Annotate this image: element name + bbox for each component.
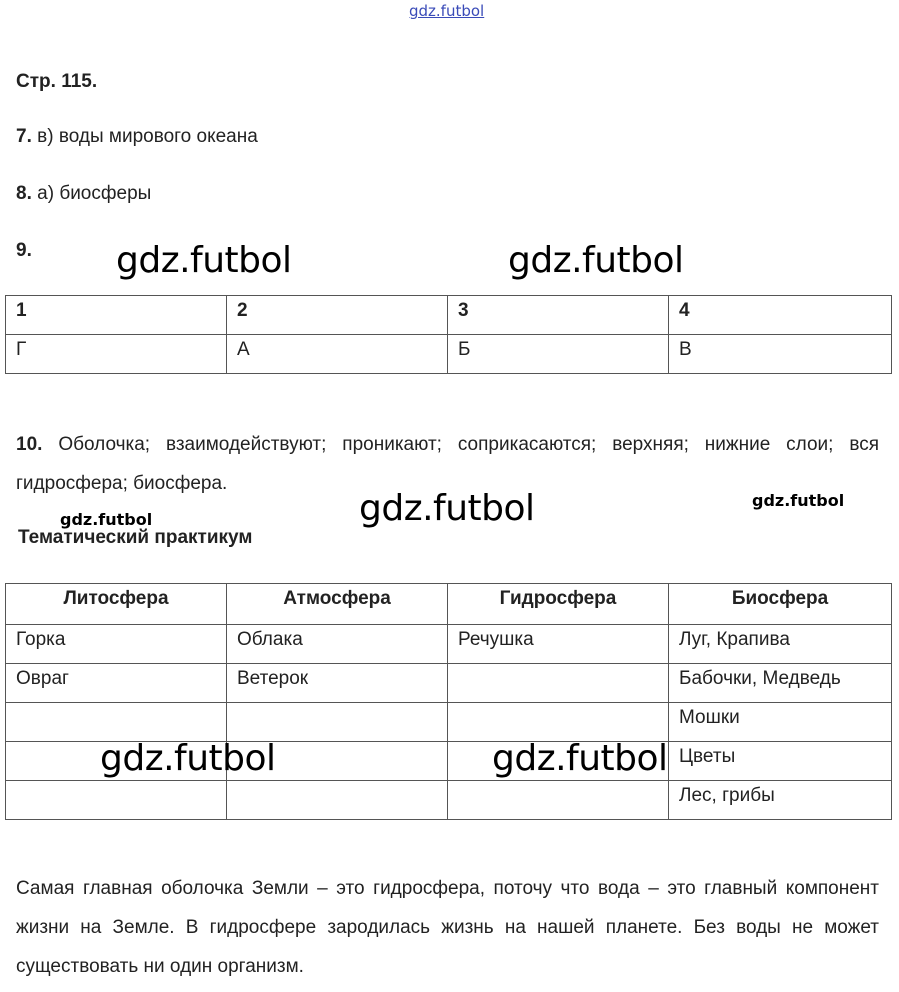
table-cell (448, 664, 669, 703)
watermark: gdz.futbol (508, 240, 684, 281)
answer-7 (16, 126, 258, 148)
answer-number: 7. (16, 126, 32, 147)
column-header: Литосфера (6, 584, 227, 625)
table-row (6, 703, 892, 742)
table-cell (6, 703, 227, 742)
table-cell: Г (6, 335, 227, 374)
table-cell: Цветы (669, 742, 892, 781)
answer-number: 10. (16, 434, 43, 455)
watermark: gdz.futbol (492, 738, 668, 779)
table-cell: Речушка (448, 625, 669, 664)
table-cell: Овраг (6, 664, 227, 703)
table-cell (448, 781, 669, 820)
watermark: gdz.futbol (116, 240, 292, 281)
table-header-row (6, 584, 892, 625)
answer-number: 8. (16, 183, 32, 204)
answer-text: в) воды мирового океана (37, 126, 258, 147)
watermark: gdz.futbol (60, 510, 153, 529)
table-cell: Ветерок (227, 664, 448, 703)
matching-table (5, 295, 892, 374)
table-cell: Горка (6, 625, 227, 664)
table-cell (448, 703, 669, 742)
watermark-link[interactable]: gdz.futbol (409, 2, 485, 20)
table-cell: Облака (227, 625, 448, 664)
column-header: Атмосфера (227, 584, 448, 625)
table-cell (227, 703, 448, 742)
table-row (6, 335, 892, 374)
section-heading: Тематический практикум (18, 527, 253, 548)
table-cell: 3 (448, 296, 669, 335)
table-cell: В (669, 335, 892, 374)
answer-number: 9. (16, 240, 32, 261)
practicum-table (5, 583, 892, 820)
conclusion-paragraph: Самая главная оболочка Земли – это гидросфера, поточу что вода – это главный компонент жизни на Земле. В гидросфере зародилась жизнь на нашей планете. Без воды не может существовать ни один организм. (16, 878, 879, 977)
table-cell: Луг, Крапива (669, 625, 892, 664)
table-cell (227, 781, 448, 820)
watermark: gdz.futbol (752, 491, 845, 510)
table-cell: Б (448, 335, 669, 374)
table-cell: Мошки (669, 703, 892, 742)
column-header: Гидросфера (448, 584, 669, 625)
table-cell: 2 (227, 296, 448, 335)
watermark: gdz.futbol (359, 488, 535, 529)
table-cell (6, 781, 227, 820)
page-reference: Стр. 115. (16, 71, 98, 92)
watermark: gdz.futbol (100, 738, 276, 779)
table-row (6, 625, 892, 664)
answer-text: Оболочка; взаимодействуют; проникают; соприкасаются; верхняя; нижние слои; вся гидросфера; биосфера. (16, 434, 879, 494)
table-cell: А (227, 335, 448, 374)
answer-text: а) биосферы (37, 183, 152, 204)
answer-9 (16, 240, 32, 262)
table-row (6, 781, 892, 820)
table-row (6, 664, 892, 703)
table-cell: 4 (669, 296, 892, 335)
table-cell: Лес, грибы (669, 781, 892, 820)
table-cell: Бабочки, Медведь (669, 664, 892, 703)
column-header: Биосфера (669, 584, 892, 625)
table-cell: 1 (6, 296, 227, 335)
answer-8 (16, 183, 151, 205)
answer-10 (16, 425, 879, 503)
table-row (6, 296, 892, 335)
